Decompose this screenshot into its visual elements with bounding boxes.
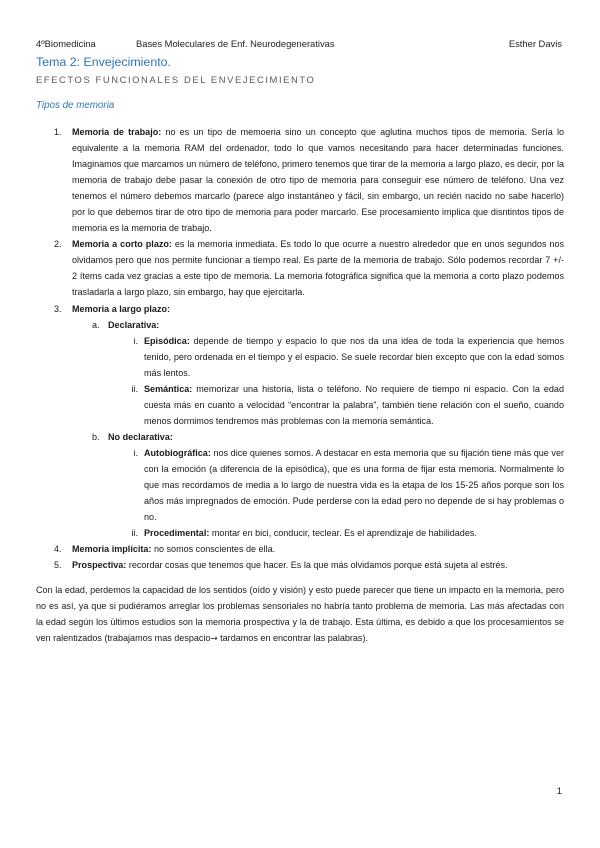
page-number: 1 bbox=[556, 785, 562, 796]
closing-paragraph bbox=[36, 582, 564, 647]
list-item bbox=[36, 236, 564, 300]
list-item bbox=[36, 429, 564, 445]
subsection-heading: Tipos de memoria bbox=[36, 100, 115, 111]
section-heading: EFECTOS FUNCIONALES DEL ENVEJECIMIENTO bbox=[36, 74, 316, 85]
right-arrow-icon: → bbox=[210, 634, 218, 645]
list-marker: b. bbox=[92, 431, 100, 442]
header-subject: Bases Moleculares de Enf. Neurodegenerativas bbox=[136, 38, 335, 49]
item-text: no es un tipo de memoeria sino un concepto que aglutina muchos tipos de memoria. Sería lo equivalente a la memoria RAM del ordenador, todo lo que vamos necesitando para hacer determinadas funciones. Imaginamos que marcamos un número de teléfono, primero tenemos que tirar de la memoria a largo plazo, es decir, por la memoria de trabajo debe pasar la conexión de otro tipo de memoria para conseguir ese número de teléfono. Una vez tenemos el número debemos marcarlo (parece algo instantáneo y fácil, sin embargo, un recién nacido no sabe hacerlo) por lo que debemos tirar de otro tipo de memoria para poder marcarlo. Ese procesamiento implica que disntintos tipos de memoria es la memoria de trabajo. bbox=[72, 127, 564, 234]
item-term: Episódica: bbox=[144, 335, 190, 346]
closing-text-end: tardamos en encontrar las palabras). bbox=[217, 633, 368, 644]
list-marker: ii. bbox=[131, 383, 138, 394]
item-term: Procedimental: bbox=[144, 528, 210, 539]
list-marker: 1. bbox=[54, 127, 62, 137]
item-term: Semántica: bbox=[144, 383, 193, 394]
list-item bbox=[36, 317, 564, 333]
header-author: Esther Davis bbox=[508, 38, 562, 49]
list-marker: 3. bbox=[54, 303, 62, 314]
list-marker: 5. bbox=[54, 560, 62, 571]
document-body bbox=[36, 124, 564, 648]
item-term: Memoria a corto plazo: bbox=[72, 239, 172, 250]
list-item bbox=[36, 333, 564, 381]
item-text: nos dice quienes somos. A destacar en esta memoria que su fijación tiene más que ver con la emoción (a diferencia de la episódica), que es una forma de fijar esta memoria. Normalmente lo que mas recordamos de media a lo largo de nuestra vida es la etapa de los 15-25 años porque son los años más impregnados de emoción. Pude perderse con la edad pero no depende de si hay problemas o no. bbox=[144, 447, 564, 523]
item-term: No declarativa: bbox=[108, 431, 173, 442]
item-term: Prospectiva: bbox=[72, 560, 127, 571]
list-item bbox=[36, 525, 564, 541]
item-term: Declarativa: bbox=[108, 319, 160, 330]
list-item bbox=[36, 445, 564, 525]
header-course: 4ºBiomedicina bbox=[36, 38, 96, 49]
item-term: Autobiográfica: bbox=[144, 447, 211, 458]
item-term: Memoria de trabajo: bbox=[72, 127, 162, 137]
item-text: recordar cosas que tenemos que hacer. Es la que más olvidamos porque está sujeta al estrés. bbox=[126, 560, 508, 571]
item-text: montar en bici, conducir, teclear. Es el aprendizaje de habilidades. bbox=[209, 528, 477, 539]
list-item bbox=[36, 557, 564, 573]
list-item bbox=[36, 124, 564, 236]
item-text: memorizar una historia, lista o teléfono. No requiere de tiempo ni espacio. Con la edad cuesta más en cuanto a velocidad “encontrar la palabra”, también tiene relación con el sueño, cuando menos dormimos tendremos más problemas con la memoria semántica. bbox=[144, 383, 564, 426]
list-item bbox=[36, 541, 564, 557]
item-text: depende de tiempo y espacio lo que nos da una idea de toda la experiencia que hemos tenido, pero ordenada en el tiempo y el espacio. Se suele recordar bien excepto que con la edad somos más lentos. bbox=[144, 335, 564, 378]
item-text: es la memoria inmediata. Es todo lo que ocurre a nuestro alrededor que en unos segundos nos olvidamos pero que nos permite funcionar a tiempo real. Es parte de la memoria de trabajo. Sólo podemos recordar 7 +/- 2 ítems cada vez gracias a este tipo de memoria. La memoria fotográfica significa que la memoria a corto plazo podemos trasladarla a largo plazo, sin embargo, hay que ejercitarla. bbox=[72, 239, 564, 298]
list-marker: a. bbox=[92, 319, 100, 330]
list-marker: i. bbox=[133, 447, 138, 458]
list-marker: 2. bbox=[54, 239, 62, 250]
list-marker: 4. bbox=[54, 544, 62, 555]
topic-title: Tema 2: Envejecimiento. bbox=[36, 55, 171, 69]
item-term: Memoria implícita: bbox=[72, 544, 152, 555]
list-item bbox=[36, 301, 564, 317]
list-marker: i. bbox=[133, 335, 138, 346]
list-item bbox=[36, 381, 564, 429]
item-term: Memoria a largo plazo: bbox=[72, 303, 171, 314]
closing-text: Con la edad, perdemos la capacidad de los sentidos (oído y visión) y esto puede parecer que tiene un impacto en la memoria, pero no es así, ya que si pudiéramos arreglar los problemas sensoriales no habría tanto problema de memoria. Las más afectadas con la edad según los últimos estudios son la memoria prospectiva y la de trabajo. Esta última, es debido a que los procesamientos se ven ralentizados (trabajamos mas despacio bbox=[36, 585, 564, 644]
item-text: no somos conscientes de ella. bbox=[151, 544, 276, 555]
list-marker: ii. bbox=[131, 528, 138, 539]
